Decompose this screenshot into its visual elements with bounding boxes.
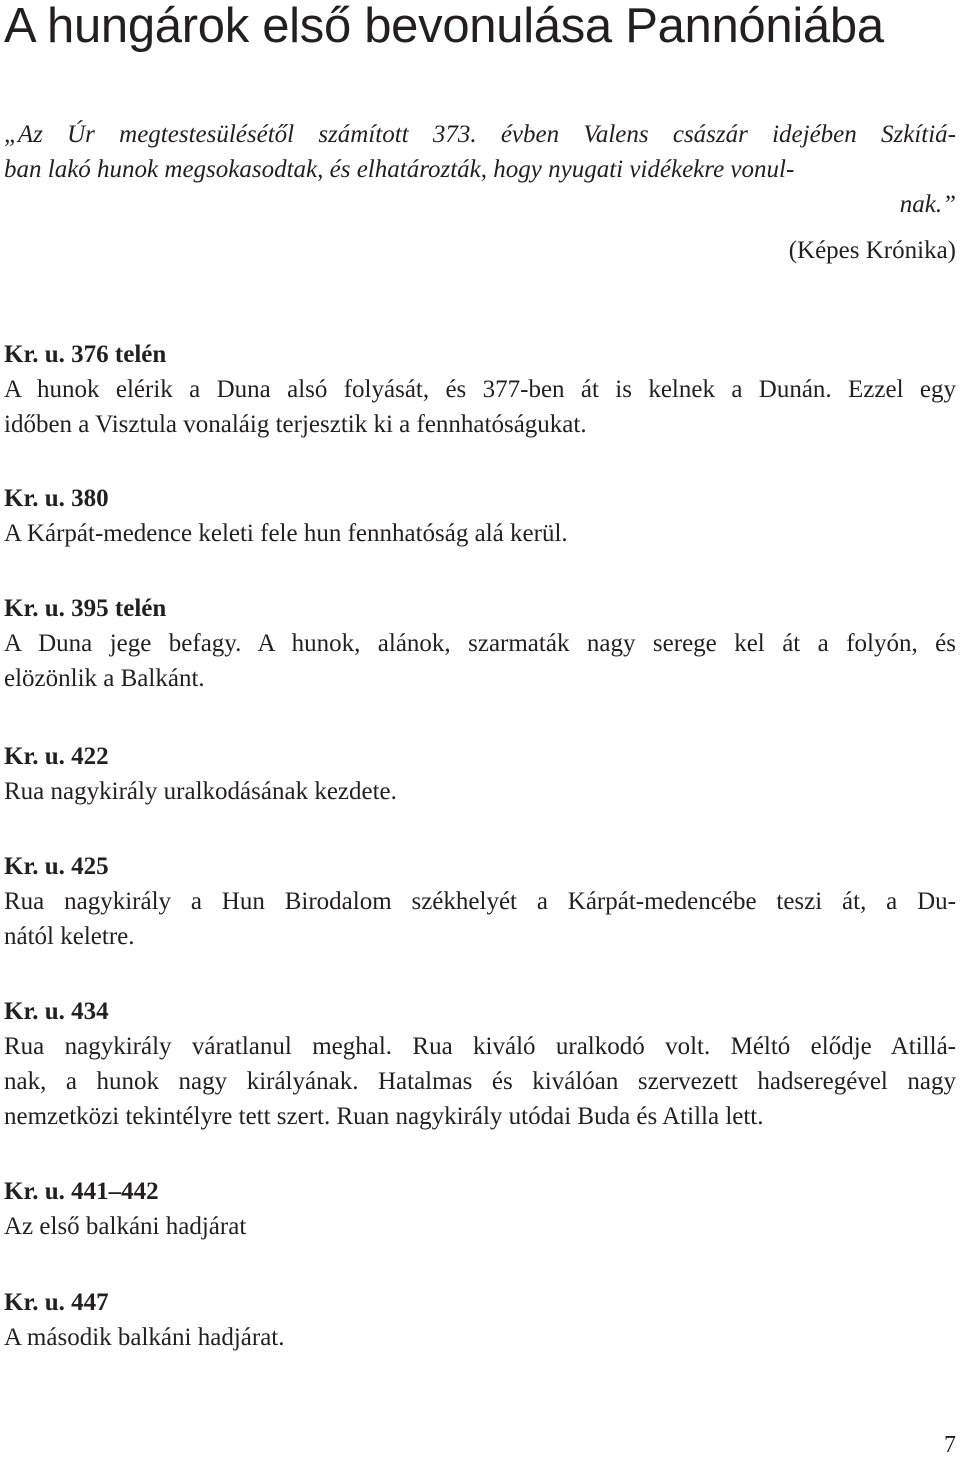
- entry-date: Kr. u. 447: [4, 1289, 109, 1316]
- epigraph-line: ban lakó hunok megsokasodtak, és elhatározták, hogy nyugati vidékekre vonul-: [4, 156, 795, 183]
- entry-date: Kr. u. 425: [4, 853, 109, 880]
- epigraph-line: „Az Úr megtestesülésétől számított 373. évben Valens császár idejében Szkítiá-: [4, 121, 956, 148]
- timeline-entry: [4, 591, 956, 696]
- timeline-entry: [4, 481, 956, 551]
- entry-text-line: A Kárpát-medence keleti fele hun fennhatóság alá kerül.: [4, 520, 568, 547]
- entry-text-line: nak, a hunok nagy királyának. Hatalmas és kiválóan szervezett hadseregével nagy: [4, 1068, 956, 1095]
- epigraph-source: (Képes Krónika): [788, 237, 956, 264]
- timeline-entry: [4, 1174, 956, 1244]
- entry-text-line: A hunok elérik a Duna alsó folyását, és 377-ben át is kelnek a Dunán. Ezzel egy: [4, 376, 956, 403]
- entry-text-line: A második balkáni hadjárat.: [4, 1324, 285, 1351]
- timeline-entry: [4, 739, 956, 809]
- entry-text-line: Rua nagykirály uralkodásának kezdete.: [4, 778, 397, 805]
- timeline-entry: [4, 994, 956, 1134]
- entry-text-line: A Duna jege befagy. A hunok, alánok, szarmaták nagy serege kel át a folyón, és: [4, 630, 956, 657]
- page-title: A hungárok első bevonulása Pannóniába: [4, 0, 884, 53]
- entry-date: Kr. u. 395 telén: [4, 595, 167, 622]
- entry-text-line: Az első balkáni hadjárat: [4, 1213, 247, 1240]
- entry-text-line: elözönlik a Balkánt.: [4, 665, 205, 692]
- entry-text-line: időben a Visztula vonaláig terjesztik ki a fennhatóságukat.: [4, 411, 587, 438]
- entry-date: Kr. u. 441–442: [4, 1178, 159, 1205]
- entry-text-line: nától keletre.: [4, 923, 135, 950]
- entry-date: Kr. u. 380: [4, 485, 109, 512]
- epigraph-line: nak.”: [899, 191, 956, 218]
- entry-date: Kr. u. 434: [4, 998, 109, 1025]
- entry-date: Kr. u. 422: [4, 743, 109, 770]
- entry-text-line: Rua nagykirály váratlanul meghal. Rua kiváló uralkodó volt. Méltó elődje Atillá-: [4, 1033, 956, 1060]
- page-number: 7: [944, 1432, 956, 1458]
- timeline-entry: [4, 337, 956, 442]
- timeline-entry: [4, 1285, 956, 1355]
- entry-date: Kr. u. 376 telén: [4, 341, 167, 368]
- timeline-entry: [4, 849, 956, 954]
- entry-text-line: nemzetközi tekintélyre tett szert. Ruan nagykirály utódai Buda és Atilla lett.: [4, 1103, 764, 1130]
- entry-text-line: Rua nagykirály a Hun Birodalom székhelyét a Kárpát-medencébe teszi át, a Du-: [4, 888, 956, 915]
- epigraph-quote: [4, 117, 956, 268]
